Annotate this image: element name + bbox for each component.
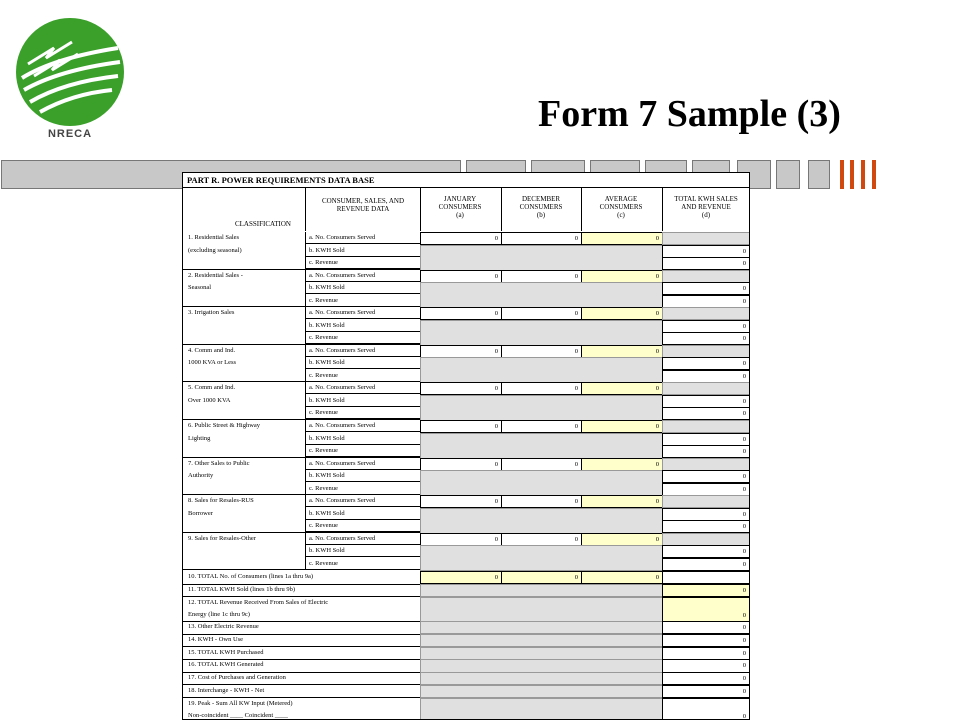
disabled-cell [662, 307, 750, 320]
dec-consumers-field[interactable]: 0 [501, 307, 582, 320]
total-value-field[interactable]: 0 [662, 698, 750, 720]
sub-label: c. Revenue [306, 257, 420, 269]
total-label: 16. TOTAL KWH Generated [188, 661, 264, 669]
avg-consumers-field[interactable]: 0 [581, 533, 663, 546]
decorative-stripe [872, 160, 876, 189]
form7-part-r [182, 172, 750, 720]
disabled-cell [420, 584, 663, 597]
revenue-field[interactable]: 0 [662, 370, 750, 383]
dec-consumers-field[interactable]: 0 [501, 533, 582, 546]
classification-label: 9. Sales for Resales-Other [188, 534, 256, 542]
column-separator [305, 533, 306, 571]
avg-consumers-field[interactable]: 0 [581, 345, 663, 358]
sub-label: b. KWH Sold [306, 470, 420, 482]
decorative-stripe [861, 160, 865, 189]
header-avg: AVERAGE CONSUMERS (c) [599, 195, 643, 219]
disabled-cell [420, 245, 663, 271]
sub-label: a. No. Consumers Served [306, 495, 420, 507]
classification-label: 5. Comm and Ind. [188, 384, 236, 392]
sub-label: c. Revenue [306, 332, 420, 344]
dec-consumers-field[interactable]: 0 [501, 270, 582, 283]
total-value-field[interactable]: 0 [662, 634, 750, 647]
sub-label: b. KWH Sold [306, 433, 420, 445]
avg-consumers-field[interactable]: 0 [581, 420, 663, 433]
classification-label: 2. Residential Sales - [188, 271, 243, 279]
decorative-box [776, 160, 800, 189]
column-separator [305, 382, 306, 420]
dec-consumers-field[interactable]: 0 [501, 495, 582, 508]
disabled-cell [662, 495, 750, 508]
total-avg-field[interactable]: 0 [581, 571, 663, 584]
total-label: 17. Cost of Purchases and Generation [188, 674, 286, 682]
sub-label: a. No. Consumers Served [306, 533, 420, 545]
classification-label: Authority [188, 472, 214, 480]
kwh-sold-field[interactable]: 0 [662, 508, 750, 521]
classification-label: 4. Comm and Ind. [188, 346, 236, 354]
kwh-sold-field[interactable]: 0 [662, 433, 750, 446]
disabled-cell [420, 357, 663, 383]
disabled-cell [420, 597, 663, 622]
decorative-stripe [840, 160, 844, 189]
sub-label: a. No. Consumers Served [306, 270, 420, 282]
dec-consumers-field[interactable]: 0 [501, 382, 582, 395]
avg-consumers-field[interactable]: 0 [581, 270, 663, 283]
total-value-field[interactable]: 0 [662, 621, 750, 634]
jan-consumers-field[interactable]: 0 [420, 307, 502, 320]
total-label: 12. TOTAL Revenue Received From Sales of Electric [188, 598, 329, 606]
total-value-field[interactable]: 0 [662, 584, 750, 597]
header-jan: JANUARY CONSUMERS (a) [438, 195, 482, 219]
disabled-cell [420, 395, 663, 421]
avg-consumers-field[interactable]: 0 [581, 232, 663, 245]
disabled-cell [420, 470, 663, 496]
disabled-cell [420, 433, 663, 459]
total-label: 10. TOTAL No. of Consumers (lines 1a thru 9a) [188, 573, 314, 581]
disabled-cell [662, 232, 750, 245]
total-jan-field[interactable]: 0 [420, 571, 502, 584]
classification-label: 8. Sales for Resales-RUS [188, 497, 254, 505]
disabled-cell [662, 458, 750, 471]
revenue-field[interactable]: 0 [662, 407, 750, 420]
disabled-cell [420, 508, 663, 534]
column-separator [305, 270, 306, 308]
sub-label: a. No. Consumers Served [306, 345, 420, 357]
classification-label: Over 1000 KVA [188, 396, 231, 404]
total-value-field[interactable]: 0 [662, 672, 750, 685]
avg-consumers-field[interactable]: 0 [581, 495, 663, 508]
total-label: Non-coincident ____ Coincident ____ [188, 711, 288, 719]
jan-consumers-field[interactable]: 0 [420, 232, 502, 245]
revenue-field[interactable]: 0 [662, 257, 750, 270]
disabled-cell [420, 672, 663, 685]
kwh-sold-field[interactable]: 0 [662, 320, 750, 333]
decorative-box [808, 160, 830, 189]
total-label: 19. Peak - Sum All KW Input (Metered) [188, 699, 293, 707]
jan-consumers-field[interactable]: 0 [420, 458, 502, 471]
sub-label: b. KWH Sold [306, 320, 420, 332]
disabled-cell [420, 685, 663, 698]
jan-consumers-field[interactable]: 0 [420, 345, 502, 358]
logo-emblem-icon [14, 18, 126, 126]
dec-consumers-field[interactable]: 0 [501, 458, 582, 471]
sub-label: a. No. Consumers Served [306, 420, 420, 432]
jan-consumers-field[interactable]: 0 [420, 533, 502, 546]
classification-label: 6. Public Street & Highway [188, 422, 261, 429]
classification-label [185, 320, 305, 332]
classification-label: (excluding seasonal) [188, 246, 242, 254]
classification-label: 1. Residential Sales [188, 234, 240, 241]
dec-consumers-field[interactable]: 0 [501, 345, 582, 358]
avg-consumers-field[interactable]: 0 [581, 382, 663, 395]
column-separator [305, 420, 306, 458]
sub-label: c. Revenue [306, 407, 420, 419]
header-classification: CLASSIFICATION [234, 220, 291, 228]
revenue-field[interactable]: 0 [662, 558, 750, 571]
disabled-cell [420, 320, 663, 346]
header-consumer: CONSUMER, SALES, AND REVENUE DATA [321, 197, 405, 213]
total-label: 15. TOTAL KWH Purchased [188, 648, 264, 656]
disabled-cell [420, 647, 663, 660]
disabled-cell [662, 420, 750, 433]
part-title: PART R. POWER REQUIREMENTS DATA BASE [187, 175, 375, 185]
revenue-field[interactable]: 0 [662, 332, 750, 345]
slide-title: Form 7 Sample (3) [538, 93, 841, 135]
sub-label: b. KWH Sold [306, 545, 420, 557]
decorative-stripe [850, 160, 854, 189]
revenue-field[interactable]: 0 [662, 520, 750, 533]
sub-label: c. Revenue [306, 558, 420, 570]
disabled-cell [662, 382, 750, 395]
total-empty-cell [662, 571, 750, 584]
classification-label [185, 545, 305, 557]
disabled-cell [420, 545, 663, 571]
sub-label: a. No. Consumers Served [306, 458, 420, 470]
revenue-field[interactable]: 0 [662, 445, 750, 458]
total-value-field[interactable]: 0 [662, 685, 750, 698]
disabled-cell [420, 621, 663, 634]
disabled-cell [420, 282, 663, 308]
total-value-field[interactable]: 0 [662, 659, 750, 672]
kwh-sold-field[interactable]: 0 [662, 545, 750, 558]
total-label: 18. Interchange - KWH - Net [188, 686, 265, 694]
revenue-field[interactable]: 0 [662, 483, 750, 496]
avg-consumers-field[interactable]: 0 [581, 307, 663, 320]
sub-label: b. KWH Sold [306, 395, 420, 407]
classification-label: 3. Irrigation Sales [188, 309, 235, 317]
jan-consumers-field[interactable]: 0 [420, 382, 502, 395]
column-separator [305, 307, 306, 345]
disabled-cell [662, 533, 750, 546]
classification-label: Lighting [188, 434, 211, 442]
sub-label: a. No. Consumers Served [306, 232, 420, 244]
sub-label: c. Revenue [306, 520, 420, 532]
revenue-field[interactable]: 0 [662, 295, 750, 308]
disabled-cell [420, 634, 663, 647]
sub-label: c. Revenue [306, 295, 420, 307]
kwh-sold-field[interactable]: 0 [662, 245, 750, 258]
dec-consumers-field[interactable]: 0 [501, 232, 582, 245]
total-label: 13. Other Electric Revenue [188, 623, 259, 631]
kwh-sold-field[interactable]: 0 [662, 470, 750, 483]
dec-consumers-field[interactable]: 0 [501, 420, 582, 433]
classification-label: Borrower [188, 509, 213, 517]
kwh-sold-field[interactable]: 0 [662, 395, 750, 408]
total-dec-field[interactable]: 0 [501, 571, 582, 584]
sub-label: a. No. Consumers Served [306, 307, 420, 319]
kwh-sold-field[interactable]: 0 [662, 357, 750, 370]
total-value-field[interactable]: 0 [662, 597, 750, 622]
sub-label: c. Revenue [306, 483, 420, 495]
total-value-field[interactable]: 0 [662, 647, 750, 660]
avg-consumers-field[interactable]: 0 [581, 458, 663, 471]
header-total: TOTAL KWH SALES AND REVENUE (d) [674, 195, 738, 219]
kwh-sold-field[interactable]: 0 [662, 282, 750, 295]
column-separator [305, 495, 306, 533]
jan-consumers-field[interactable]: 0 [420, 420, 502, 433]
column-separator [305, 458, 306, 496]
classification-label: Seasonal [188, 284, 212, 292]
sub-label: b. KWH Sold [306, 282, 420, 294]
sub-label: a. No. Consumers Served [306, 382, 420, 394]
disabled-cell [420, 659, 663, 672]
jan-consumers-field[interactable]: 0 [420, 495, 502, 508]
header-dec: DECEMBER CONSUMERS (b) [519, 195, 563, 219]
row-separator [183, 569, 420, 570]
column-separator [305, 232, 306, 270]
sub-label: b. KWH Sold [306, 245, 420, 257]
logo-text: NRECA [47, 128, 93, 140]
disabled-cell [662, 345, 750, 358]
column-separator [305, 345, 306, 383]
sub-label: c. Revenue [306, 445, 420, 457]
sub-label: b. KWH Sold [306, 508, 420, 520]
disabled-cell [420, 698, 663, 720]
sub-label: c. Revenue [306, 370, 420, 382]
classification-label: 1000 KVA or Less [188, 359, 237, 367]
total-label: Energy (line 1c thru 9c) [188, 610, 250, 618]
total-label: 11. TOTAL KWH Sold (lines 1b thru 9b) [188, 586, 296, 594]
jan-consumers-field[interactable]: 0 [420, 270, 502, 283]
classification-label: 7. Other Sales to Public [188, 459, 250, 467]
disabled-cell [662, 270, 750, 283]
total-label: 14. KWH - Own Use [188, 636, 244, 643]
nreca-logo [14, 18, 126, 150]
sub-label: b. KWH Sold [306, 357, 420, 369]
